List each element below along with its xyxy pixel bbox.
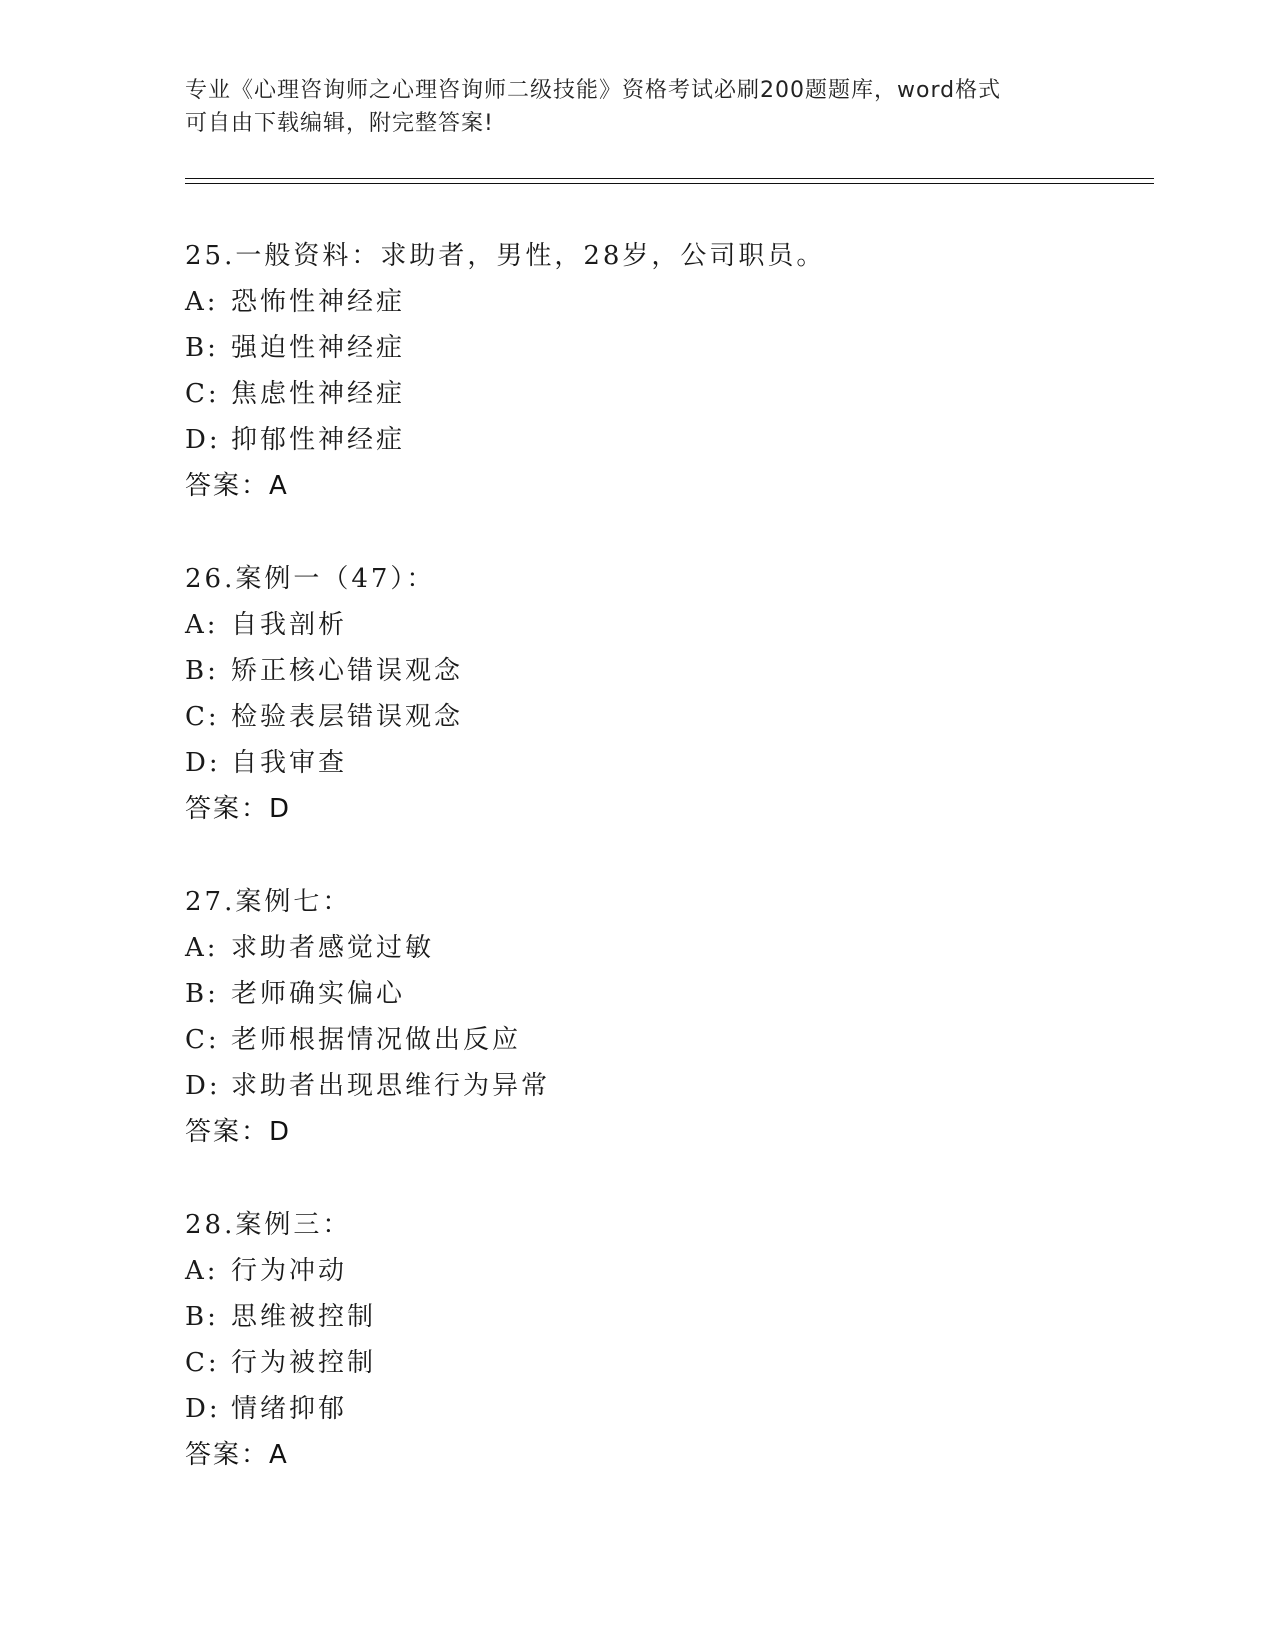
option-c <box>185 694 1135 740</box>
question-stem: 26.案例一（47）： <box>185 564 436 594</box>
question-26 <box>185 556 1135 832</box>
option-text: 行为冲动 <box>231 1256 348 1286</box>
answer-line: 答案：A <box>185 1440 289 1470</box>
header-line-2: 可自由下载编辑，附完整答案! <box>185 111 494 136</box>
question-list <box>185 233 1135 1525</box>
option-letter: B: <box>185 979 219 1009</box>
question-27 <box>185 879 1135 1155</box>
option-d <box>185 1386 1135 1432</box>
option-letter: D: <box>185 1071 221 1101</box>
answer-line: 答案：A <box>185 471 289 501</box>
option-text: 行为被控制 <box>231 1348 377 1378</box>
header-line-1: 专业《心理咨询师之心理咨询师二级技能》资格考试必刷200题题库，word格式 <box>185 78 1002 103</box>
option-a <box>185 279 1135 325</box>
option-text: 检验表层错误观念 <box>231 702 464 732</box>
option-letter: C: <box>185 702 220 732</box>
option-text: 强迫性神经症 <box>231 333 406 363</box>
option-letter: B: <box>185 1302 219 1332</box>
question-28 <box>185 1202 1135 1478</box>
option-letter: A: <box>185 287 219 317</box>
answer-line: 答案：D <box>185 1117 292 1147</box>
header-divider-bottom <box>185 183 1154 184</box>
option-text: 老师确实偏心 <box>231 979 406 1009</box>
option-c <box>185 1340 1135 1386</box>
option-letter: C: <box>185 379 220 409</box>
option-text: 恐怖性神经症 <box>231 287 406 317</box>
option-b <box>185 971 1135 1017</box>
option-letter: D: <box>185 425 221 455</box>
option-text: 自我剖析 <box>231 610 348 640</box>
option-text: 老师根据情况做出反应 <box>231 1025 522 1055</box>
option-d <box>185 740 1135 786</box>
answer-line: 答案：D <box>185 794 292 824</box>
header-divider-top <box>185 178 1154 179</box>
option-text: 矫正核心错误观念 <box>231 656 464 686</box>
option-letter: A: <box>185 610 219 640</box>
option-d <box>185 417 1135 463</box>
option-letter: A: <box>185 1256 219 1286</box>
option-letter: D: <box>185 748 221 778</box>
option-letter: D: <box>185 1394 221 1424</box>
option-text: 思维被控制 <box>231 1302 377 1332</box>
option-b <box>185 648 1135 694</box>
option-d <box>185 1063 1135 1109</box>
option-text: 焦虑性神经症 <box>231 379 406 409</box>
option-b <box>185 1294 1135 1340</box>
option-c <box>185 1017 1135 1063</box>
option-text: 求助者出现思维行为异常 <box>231 1071 551 1101</box>
option-text: 求助者感觉过敏 <box>231 933 435 963</box>
option-c <box>185 371 1135 417</box>
option-text: 抑郁性神经症 <box>231 425 406 455</box>
option-a <box>185 1248 1135 1294</box>
option-letter: B: <box>185 656 219 686</box>
option-letter: A: <box>185 933 219 963</box>
option-letter: C: <box>185 1348 220 1378</box>
option-a <box>185 925 1135 971</box>
question-stem: 27.案例七： <box>185 887 352 917</box>
question-stem: 25.一般资料：求助者，男性，28岁，公司职员。 <box>185 241 826 271</box>
option-text: 自我审查 <box>231 748 348 778</box>
question-25 <box>185 233 1135 509</box>
option-b <box>185 325 1135 371</box>
option-text: 情绪抑郁 <box>231 1394 348 1424</box>
option-letter: B: <box>185 333 219 363</box>
question-stem: 28.案例三： <box>185 1210 352 1240</box>
document-header <box>185 74 1085 140</box>
option-a <box>185 602 1135 648</box>
option-letter: C: <box>185 1025 220 1055</box>
